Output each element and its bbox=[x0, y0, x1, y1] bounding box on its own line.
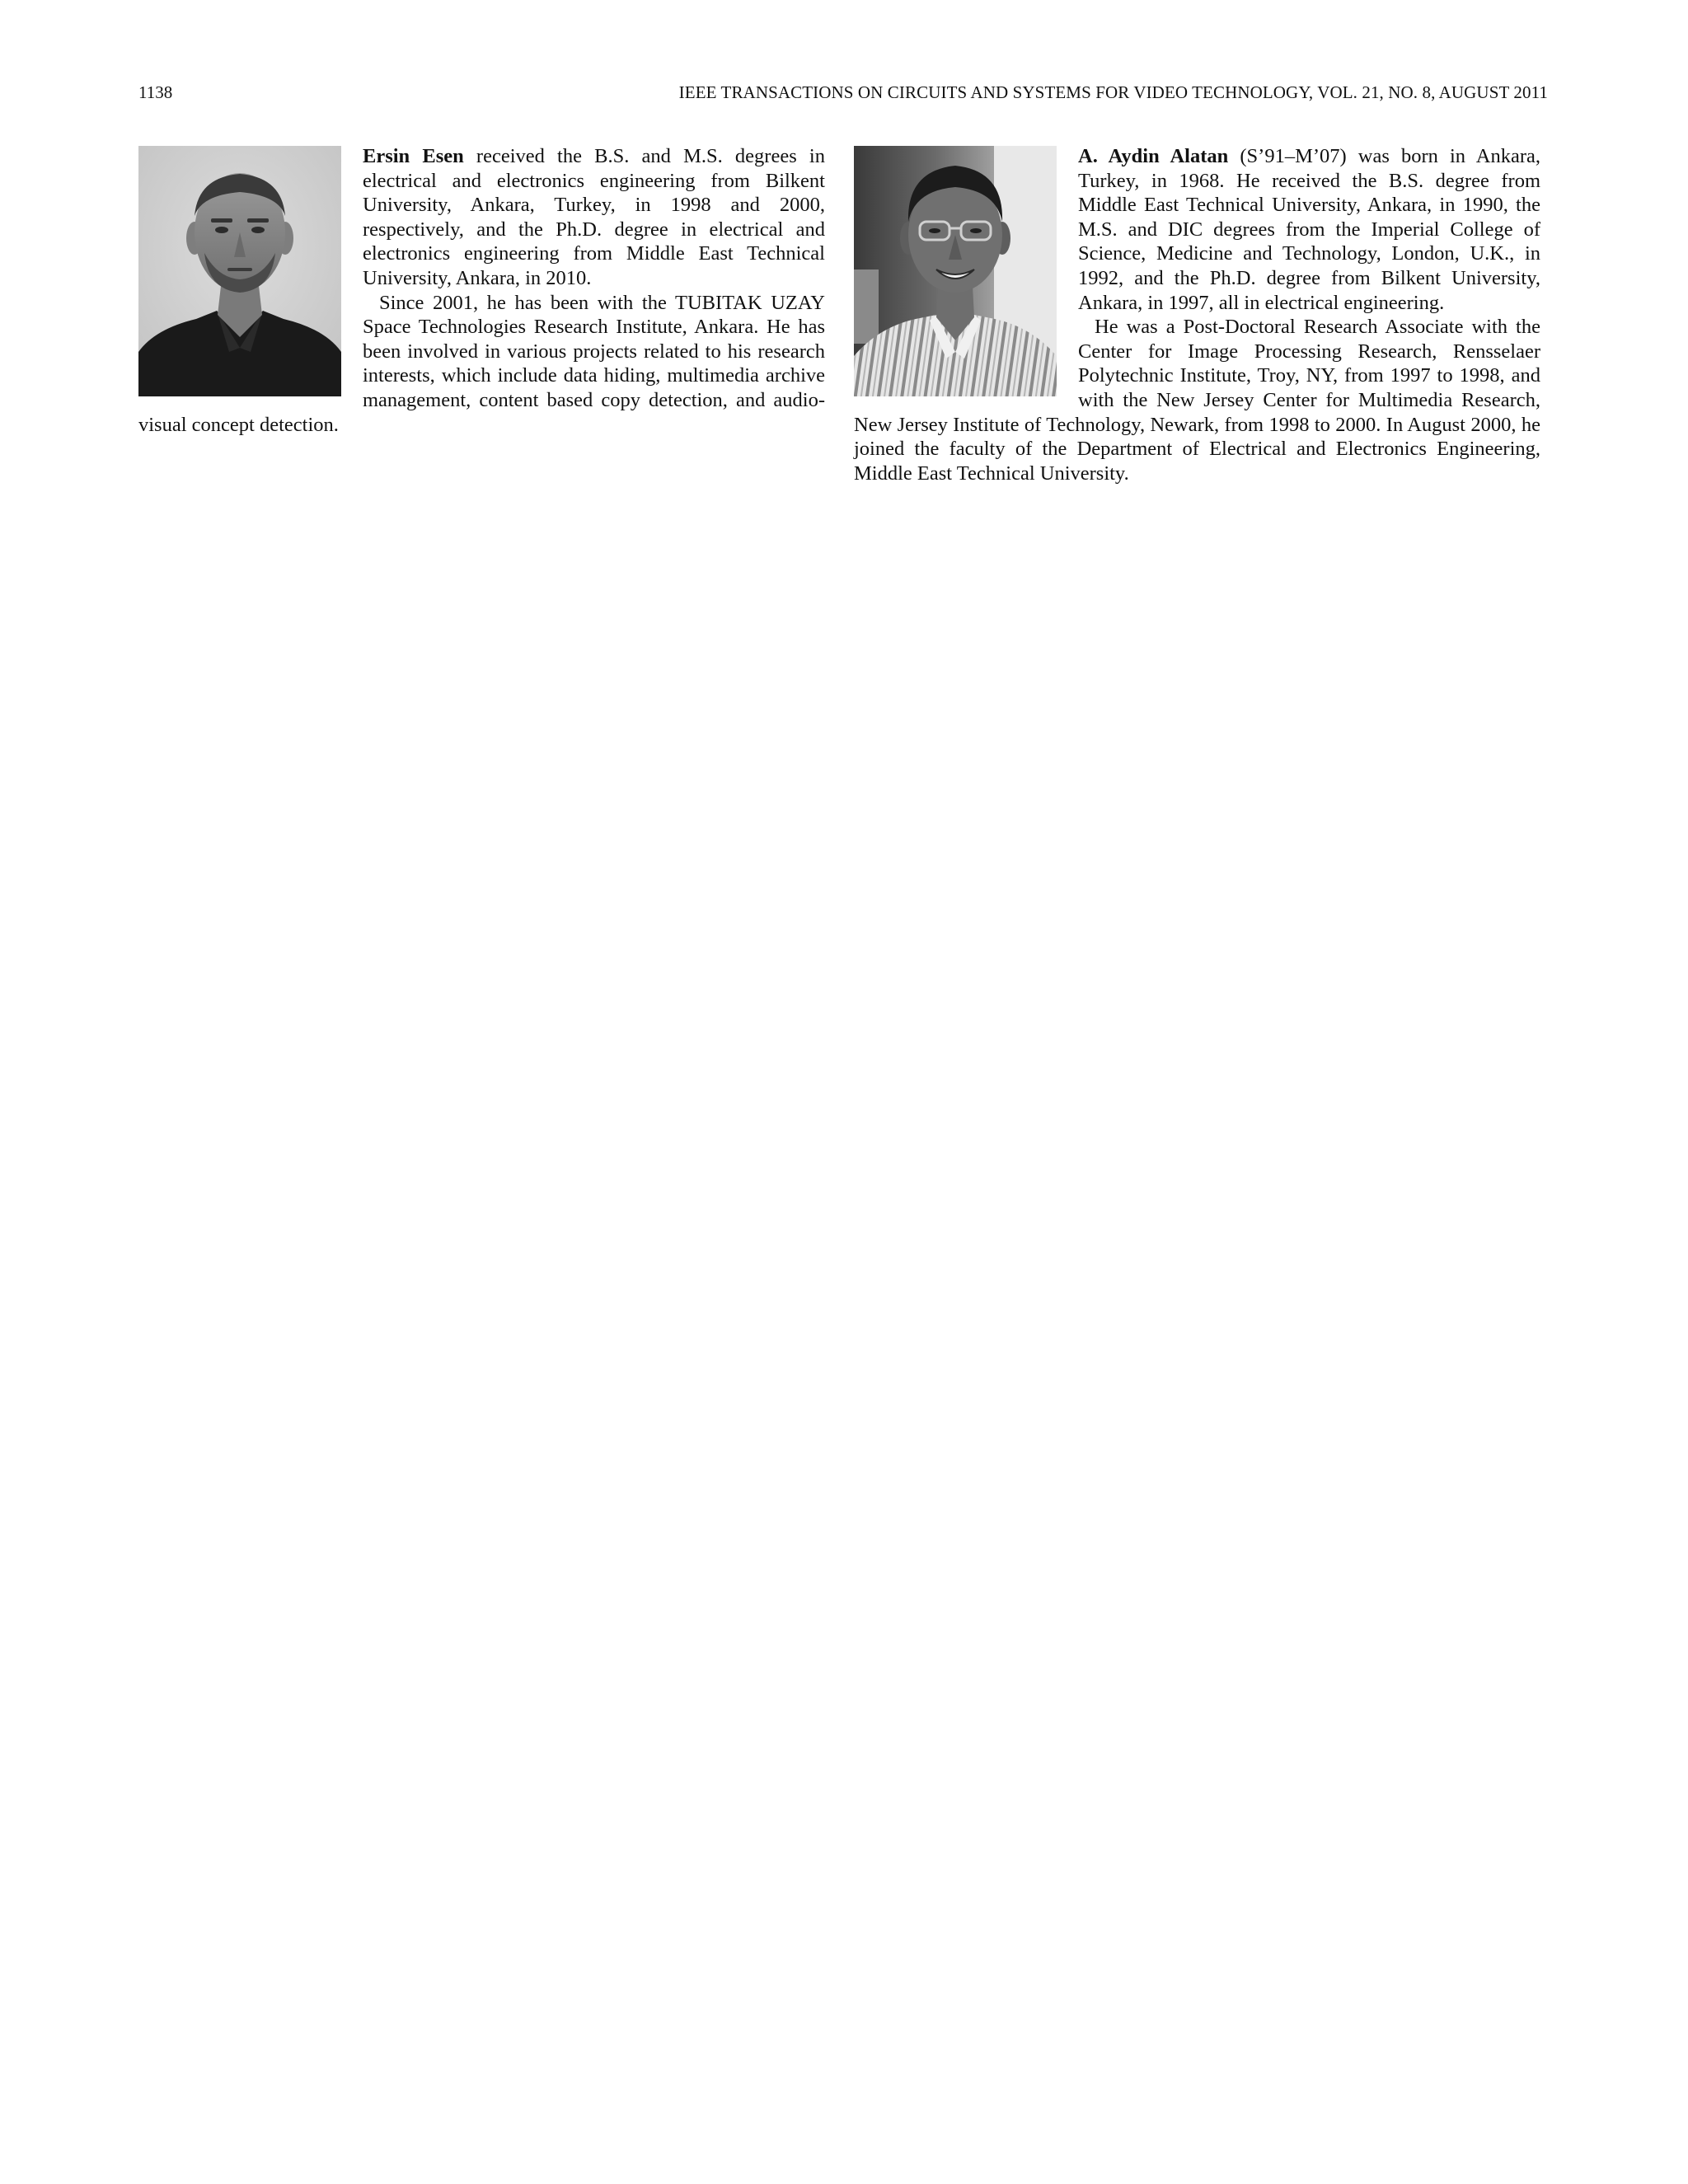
author-name: Ersin Esen bbox=[363, 145, 464, 167]
biography-aydin-alatan bbox=[854, 144, 1540, 485]
author-photo-alatan bbox=[854, 146, 1057, 396]
bio-paragraph: He was a Post-Doctoral Research Associate with the Center for Image Processing Research, Rensselaer Polytechnic Institute, Troy, NY, from 1997 to 1998, and with the New Jersey Center for Multimedia Research, New Jersey Institute of Technology, Newark, from 1998 to 2000. In August 2000, he joined the faculty of the Department of Electrical and Electronics Engineering, Middle East Technical University. bbox=[854, 316, 1540, 485]
biography-ersin-esen bbox=[138, 144, 825, 437]
running-header: IEEE TRANSACTIONS ON CIRCUITS AND SYSTEMS FOR VIDEO TECHNOLOGY, VOL. 21, NO. 8, AUGUST 2011 bbox=[678, 82, 1548, 102]
bio-text: received the B.S. and M.S. degrees in electrical and electronics engineering from Bilkent University, Ankara, Turkey, in 1998 and 2000, respectively, and the Ph.D. degree in electrical and electronics engineering from Middle East Technical University, Ankara, in 2010. bbox=[363, 145, 825, 289]
bio-paragraph: Since 2001, he has been with the TUBITAK UZAY Space Technologies Research Institute, Ankara. He has been involved in various projects related to his research interests, which include data hiding, multimedia archive management, content based copy detection, and audio-visual concept detection. bbox=[138, 291, 825, 436]
page-number: 1138 bbox=[138, 82, 173, 102]
author-name: A. Aydin Alatan bbox=[1078, 145, 1229, 167]
author-photo-esen bbox=[138, 146, 341, 396]
bio-text: (S’91–M’07) was born in Ankara, Turkey, in 1968. He received the B.S. degree from Middle East Technical University, Ankara, in 1990, the M.S. and DIC degrees from the Imperial College of Science, Medicine and Technology, London, U.K., in 1992, and the Ph.D. degree from Bilkent University, Ankara, in 1997, all in electrical engineering. bbox=[1078, 145, 1540, 314]
